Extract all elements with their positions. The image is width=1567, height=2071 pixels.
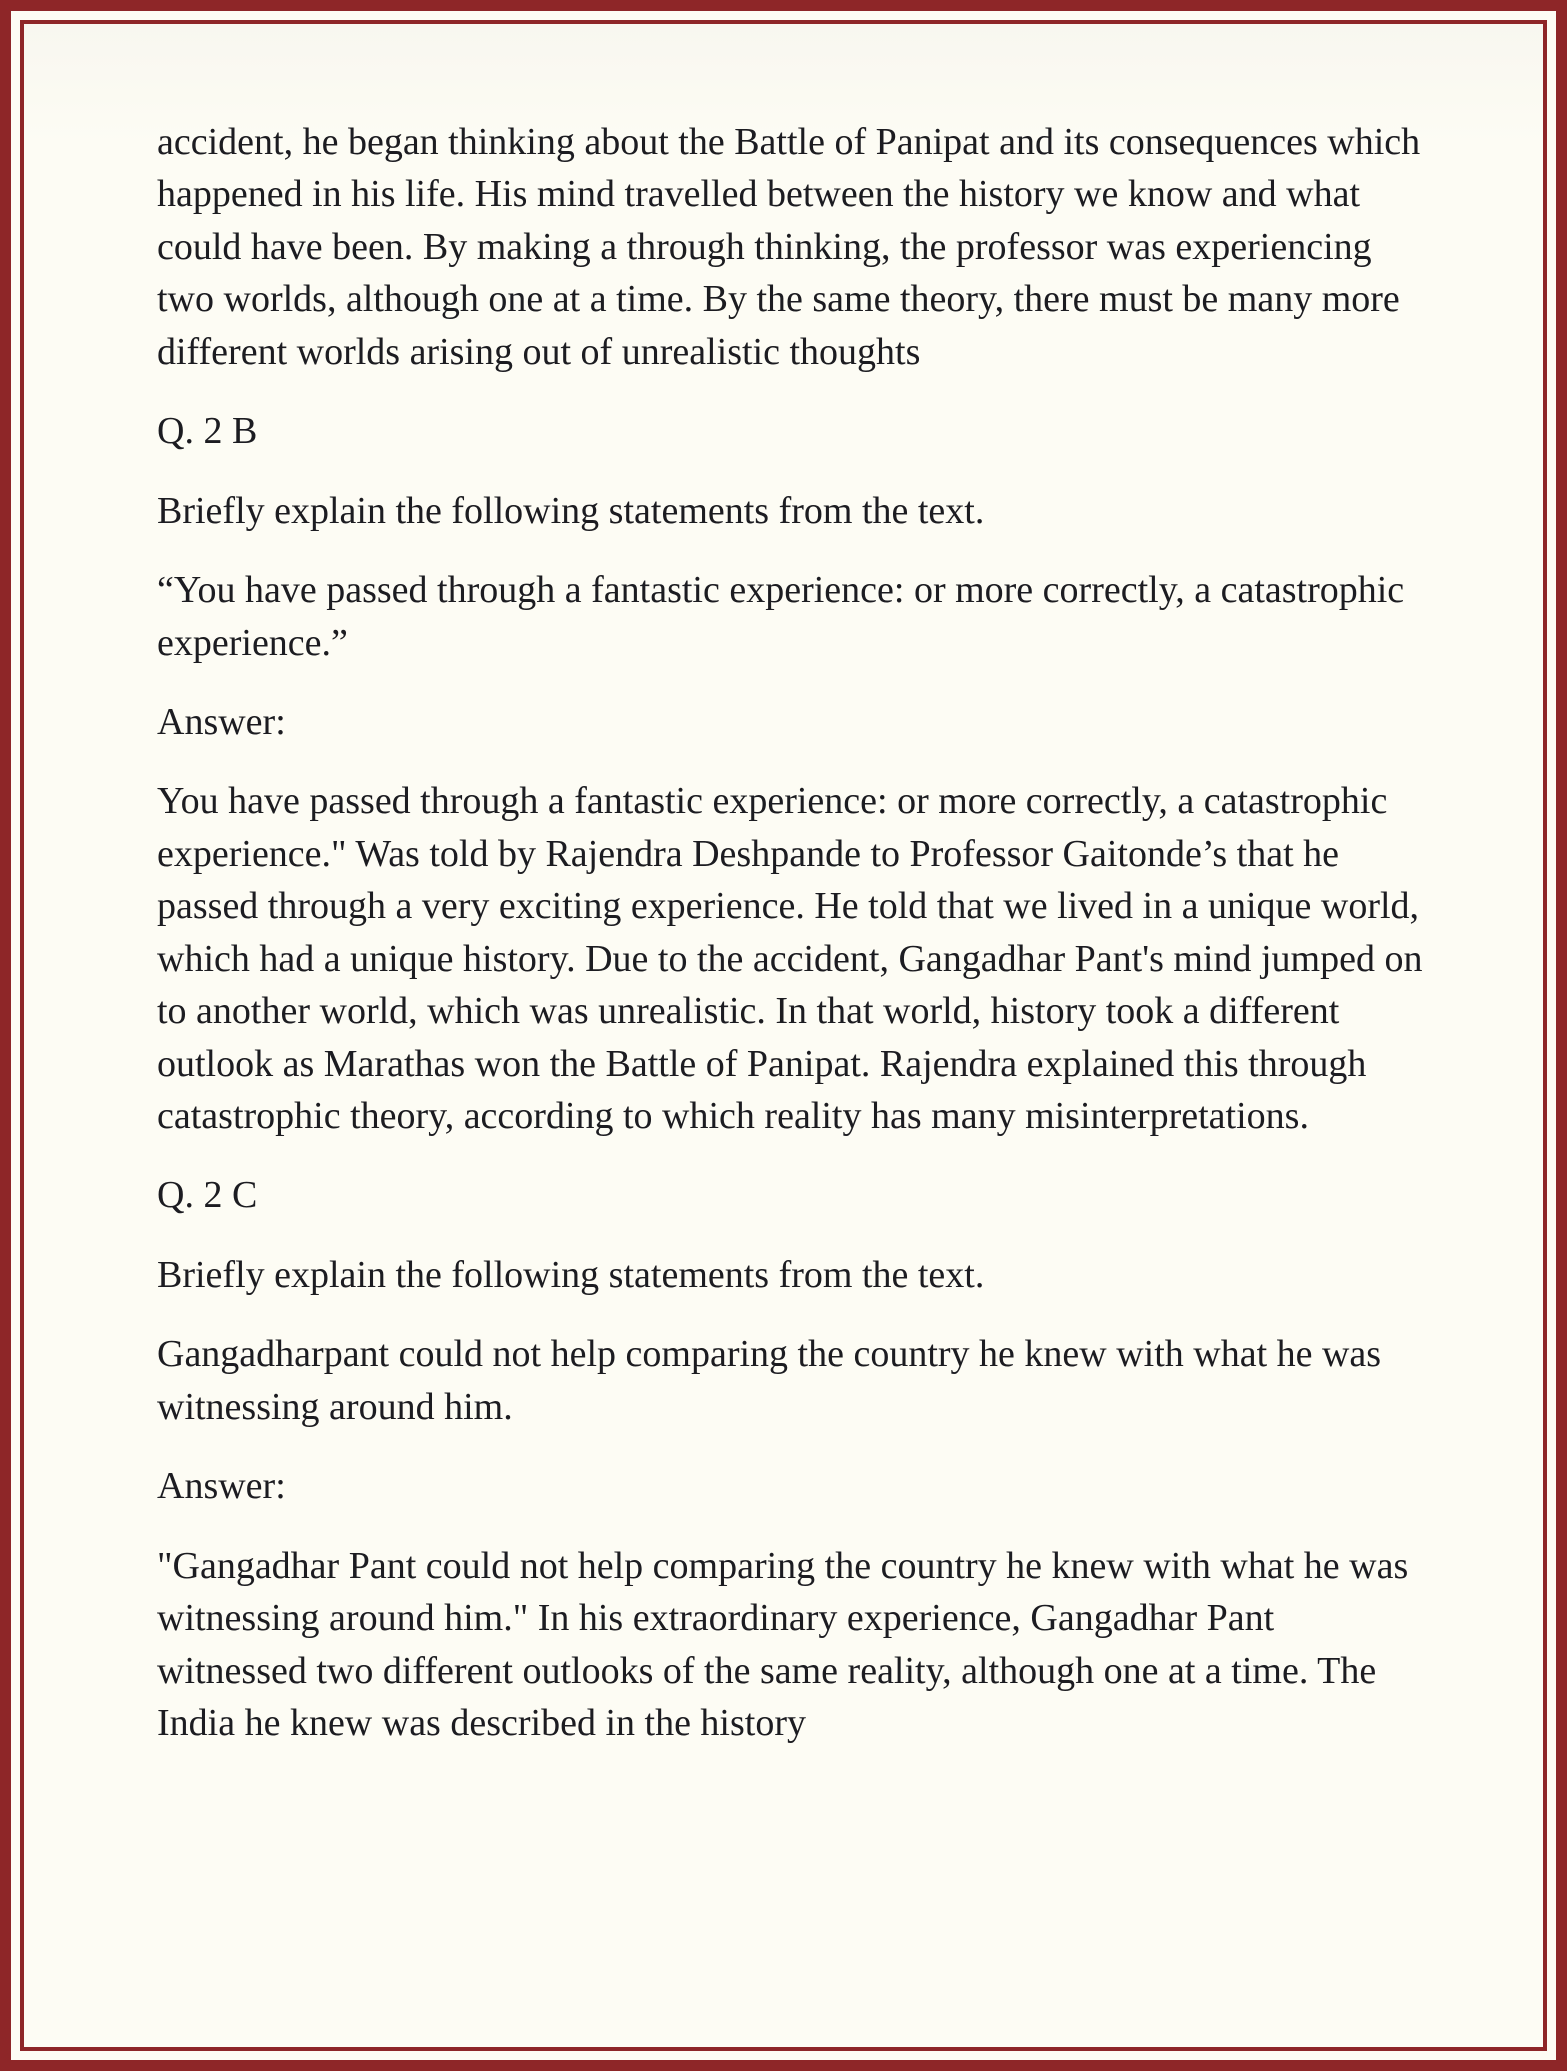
answer-paragraph-q2c: "Gangadhar Pant could not help comparing the country he knew with what he was witnessing around him." In his extraordinary experience, Gangadhar Pant witnessed two different outlooks of the same reality, although one at a time. The India he knew was described in the history (157, 1544, 1409, 1744)
instruction-q2b: Briefly explain the following statements from the text. (157, 489, 985, 532)
instruction-q2c: Briefly explain the following statements from the text. (157, 1253, 985, 1296)
answer-label-q2c: Answer: (157, 1465, 286, 1508)
quoted-statement-q2b: “You have passed through a fantastic experience: or more correctly, a catastrophic experience.” (157, 569, 1405, 664)
body-paragraph-continuation: accident, he began thinking about the Battle of Panipat and its consequences which happened in his life. His mind travelled between the history we know and what could have been. By making a through thinking, the professor was experiencing two worlds, although one at a time. By the same theory, there must be many more different worlds arising out of unrealistic thoughts (157, 121, 1421, 373)
document-body (157, 116, 1423, 1749)
quoted-statement-q2c: Gangadharpant could not help comparing the country he knew with what he was witnessing around him. (157, 1333, 1382, 1428)
answer-label-q2b: Answer: (157, 700, 286, 743)
answer-paragraph-q2b: You have passed through a fantastic experience: or more correctly, a catastrophic experience." Was told by Rajendra Deshpande to Professor Gaitonde’s that he passed through a very exciting experience. He told that we lived in a unique world, which had a unique history. Due to the accident, Gangadhar Pant's mind jumped on to another world, which was unrealistic. In that world, history took a different outlook as Marathas won the Battle of Panipat. Rajendra explained this through catastrophic theory, according to which reality has many misinterpretations. (157, 780, 1423, 1137)
question-label-q2c: Q. 2 C (157, 1174, 258, 1217)
page-inner-border (20, 20, 1547, 2051)
question-label-q2b: Q. 2 B (157, 410, 258, 453)
